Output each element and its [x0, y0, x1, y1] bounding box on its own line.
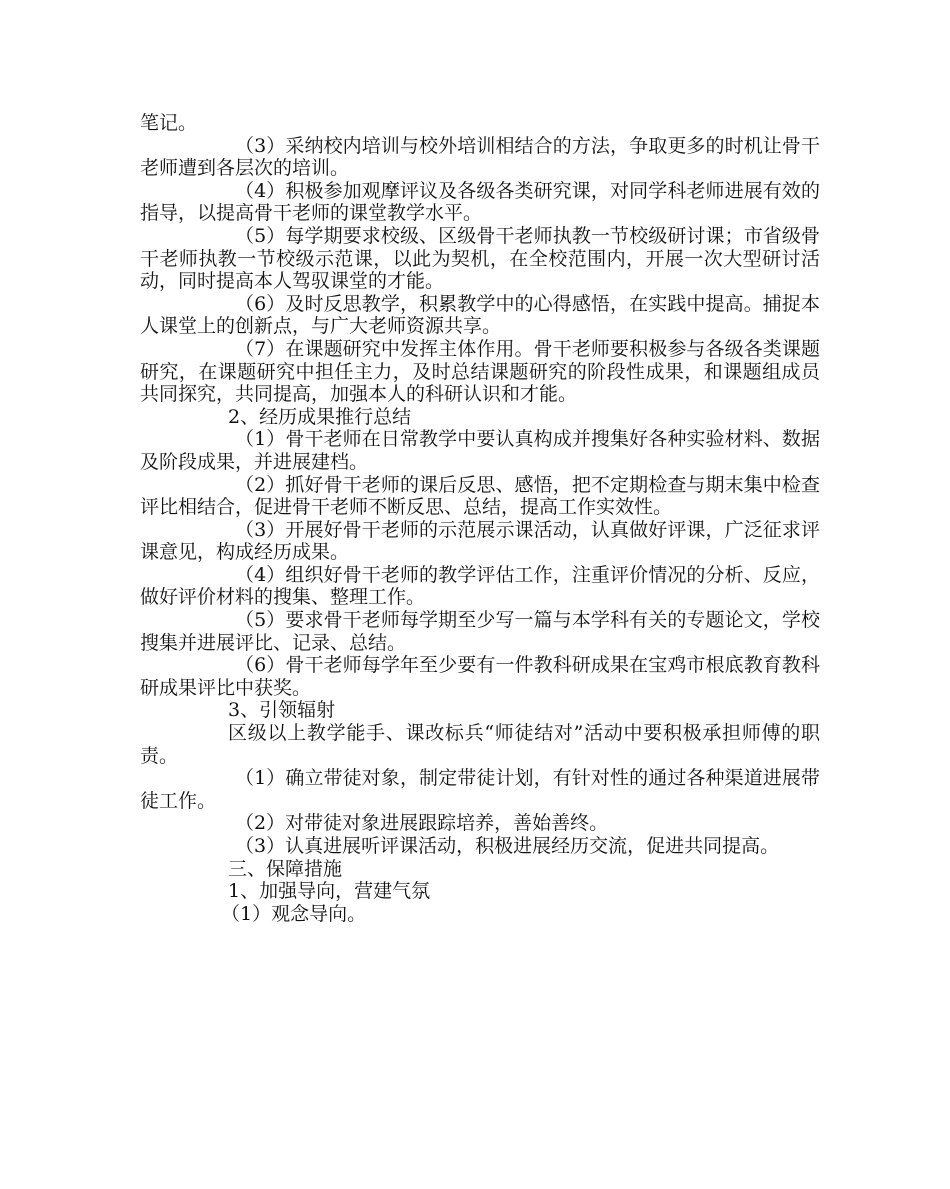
paragraph-2: （3）采纳校内培训与校外培训相结合的方法，争取更多的时机让骨干老师遭到各层次的培训。	[140, 134, 820, 180]
section-heading-3: 3、引领辐射	[228, 699, 336, 722]
paragraph-17: （2）对带徒对象进展跟踪培养，善始善终。	[235, 812, 609, 835]
paragraph-8: （1）骨干老师在日常教学中要认真构成并搜集好各种实验材料、数据及阶段成果，并进展建档。	[140, 428, 820, 473]
paragraph-11: （4）组织好骨干老师的教学评估工作，注重评价情况的分析、反应，做好评价材料的搜集、整理工作。	[140, 563, 820, 609]
paragraph-13: （6）骨干老师每学年至少要有一件教科研成果在宝鸡市根底教育教科研成果评比中获奖。	[140, 654, 820, 699]
paragraph-1: 笔记。	[140, 112, 198, 134]
paragraph-5: （6）及时反思教学，积累教学中的心得感悟，在实践中提高。捕捉本人课堂上的创新点，与广大老师资源共享。	[140, 292, 820, 338]
paragraph-16: （1）确立带徒对象，制定带徒计划，有针对性的通过各种渠道进展带徒工作。	[140, 767, 820, 812]
paragraph-9: （2）抓好骨干老师的课后反思、感悟，把不定期检查与期末集中检查评比相结合，促进骨干老师不断反思、总结，提高工作实效性。	[140, 473, 820, 519]
paragraph-4: （5）每学期要求校级、区级骨干老师执教一节校级研讨课；市省级骨干老师执教一节校级示范课，以此为契机，在全校范围内，开展一次大型研讨活动，同时提高本人驾驭课堂的才能。	[140, 224, 820, 293]
subsection-heading-1: 1、加强导向，营建气氛	[228, 880, 431, 903]
paragraph-15: 区级以上教学能手、课改标兵“师徒结对”活动中要积极承担师傅的职责。	[140, 722, 820, 767]
chapter-heading-3: 三、保障措施	[228, 857, 343, 880]
section-heading-2: 2、经历成果推行总结	[228, 405, 412, 428]
paragraph-3: （4）积极参加观摩评议及各级各类研究课，对同学科老师进展有效的指导，以提高骨干老师的课堂教学水平。	[140, 179, 820, 225]
paragraph-21: （1）观念导向。	[221, 902, 367, 925]
paragraph-12: （5）要求骨干老师每学期至少写一篇与本学科有关的专题论文，学校搜集并进展评比、记录、总结。	[140, 609, 820, 654]
paragraph-10: （3）开展好骨干老师的示范展示课活动，认真做好评课，广泛征求评课意见，构成经历成果。	[140, 518, 820, 564]
document-page	[140, 112, 820, 925]
paragraph-6: （7）在课题研究中发挥主体作用。骨干老师要积极参与各级各类课题研究，在课题研究中担任主力，及时总结课题研究的阶段性成果，和课题组成员共同探究，共同提高，加强本人的科研认识和才能。	[140, 337, 820, 406]
paragraph-18: （3）认真进展听评课活动，积极进展经历交流，促进共同提高。	[235, 835, 780, 857]
